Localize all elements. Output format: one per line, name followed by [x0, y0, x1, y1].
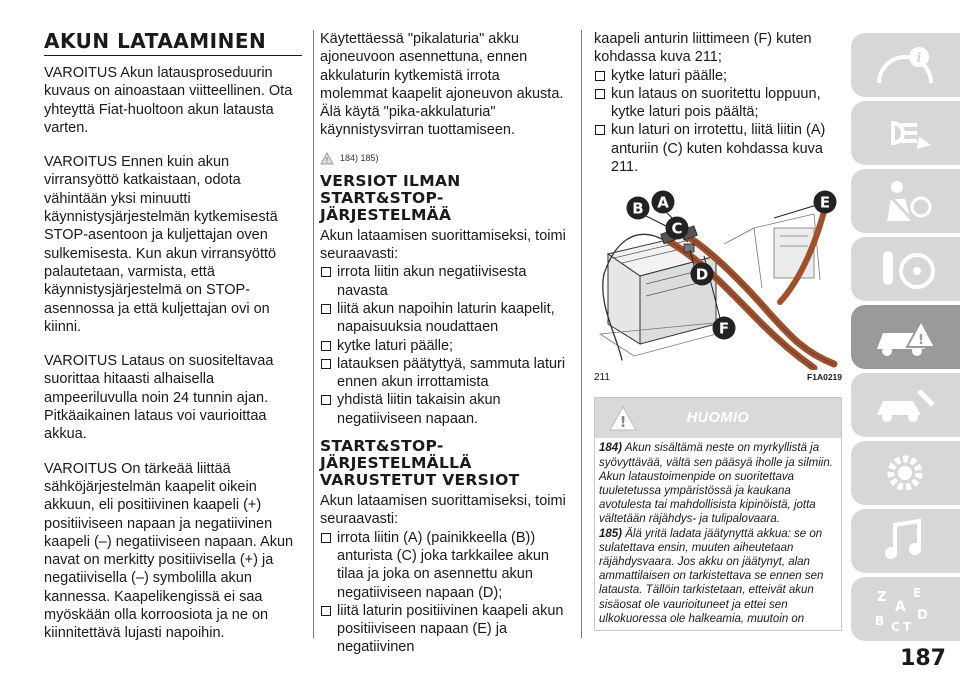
- tab-in-an-emergency[interactable]: [851, 305, 960, 369]
- warning-paragraph-4: VAROITUS On tärkeää liittää sähköjärjestelmän kaapelit oikein akkuun, eli positiivinen kaapeli (+) positiiviseen napaan ja negatiivinen kaapeli (–) negatiiviseen napaan. Akun navat on merkitty positiivisella (+) ja negatiivisella (–) symbolilla akun kannessa. Kaapelikengissä ei saa myöskään olla korroosiota ja ne on kiinnitettävä lujasti napoihin.: [44, 460, 294, 642]
- continued-paragraph: kaapeli anturin liittimeen (F) kuten kohdassa kuva 211;: [594, 31, 812, 66]
- svg-text:E: E: [913, 586, 922, 600]
- list-item: latauksen päätyttyä, sammuta laturi ennen akun irrottamista: [320, 355, 570, 392]
- section-title-start-stop: START&STOP-JÄRJESTELMÄLLÄ VARUSTETUT VERSIOT: [320, 437, 520, 490]
- column-divider: [581, 30, 582, 638]
- caution-item: 184) Akun sisältämä neste on myrkyllistä ja syövyttävää, vältä sen pääsyä iholle ja silmiin. Akun lataustoimenpide on suoritettava tuuletetussa ympäristössä ja kaukana avotulesta tai mahdollisista kipinöistä, jotta vältetään räjähdys- ja tulipalovaara.: [599, 442, 833, 526]
- warning-reference-text: 184) 185): [340, 153, 379, 164]
- tab-starting-driving[interactable]: [851, 237, 960, 301]
- warning-triangle-icon: [320, 152, 334, 165]
- section-intro-1: Akun lataamisen suorittamiseksi, toimi seuraavasti:: [320, 227, 566, 263]
- checkbox-bullet-icon: [595, 71, 605, 81]
- warning-reference: [320, 152, 570, 165]
- svg-text:!: !: [918, 333, 924, 348]
- car-wrench-icon: [873, 381, 939, 429]
- svg-text:Z: Z: [877, 590, 887, 605]
- caution-body: [595, 438, 841, 630]
- figure-number: 211: [594, 372, 610, 384]
- svg-text:A: A: [895, 599, 906, 615]
- svg-text:A: A: [657, 193, 669, 212]
- page-title: AKUN LATAAMINEN: [44, 30, 302, 56]
- checkbox-bullet-icon: [595, 125, 605, 135]
- checkbox-bullet-icon: [321, 341, 331, 351]
- tab-maintenance[interactable]: [851, 373, 960, 437]
- list-item: irrota liitin akun negatiivisesta navasta: [320, 263, 570, 300]
- car-warning-icon: [873, 313, 939, 361]
- tab-multimedia[interactable]: [851, 509, 960, 573]
- column-1: [44, 30, 306, 643]
- svg-text:D: D: [695, 265, 709, 284]
- list-item: kytke laturi päälle;: [320, 337, 570, 355]
- column-3: [594, 30, 848, 631]
- light-icon: [873, 109, 939, 157]
- warning-paragraph-3: VAROITUS Lataus on suositeltavaa suorittaa hitaasti alhaisella ampeeriluvulla noin 24 tunnin ajan. Pitkäaikainen lataus voi vaurioittaa akkua.: [44, 353, 274, 443]
- list-item: kun laturi on irrotettu, liitä liitin (A) anturiin (C) kuten kohdassa kuva 211.: [594, 121, 848, 176]
- callout-label-e: [813, 190, 837, 214]
- svg-text:i: i: [916, 51, 922, 66]
- list-item: kun lataus on suoritettu loppuun, kytke laturi pois päältä;: [594, 85, 848, 122]
- section-intro-2: Akun lataamisen suorittamiseksi, toimi seuraavasti:: [320, 493, 566, 528]
- list-item: yhdistä liitin takaisin akun negatiiviseen napaan.: [320, 391, 570, 428]
- warning-triangle-icon: [609, 406, 637, 431]
- checkbox-bullet-icon: [321, 395, 331, 405]
- tab-instrument-panel[interactable]: [851, 33, 960, 97]
- checkbox-bullet-icon: [321, 359, 331, 369]
- tab-index[interactable]: [851, 577, 960, 641]
- list-item: liitä akun napoihin laturin kaapelit, napaisuuksia noudattaen: [320, 300, 570, 337]
- checkbox-bullet-icon: [321, 304, 331, 314]
- svg-text:F: F: [718, 319, 730, 338]
- tab-lights[interactable]: [851, 101, 960, 165]
- figure-caption: [594, 372, 842, 383]
- caution-header: [595, 398, 841, 438]
- list-item: liitä laturin positiivinen kaapeli akun positiiviseen napaan (E) ja negatiivinen: [320, 602, 570, 657]
- caution-title: HUOMIO: [686, 410, 750, 427]
- warning-paragraph-2: VAROITUS Ennen kuin akun virransyöttö katkaistaan, odota vähintään yksi minuutti käynnistysjärjestelmän kytkemisestä STOP-asentoon ja kuljettajan oven sulkemisesta. Kun akun virransyöttö palautetaan, varmista, että käynnistysjärjestelmä on STOP-asennossa ja että kuljettajan ovi on kiinni.: [44, 154, 278, 335]
- figure-code: F1A0219: [807, 372, 842, 383]
- callout-label-b: [626, 196, 650, 220]
- gear-icon: [873, 449, 939, 497]
- svg-text:!: !: [325, 155, 329, 165]
- warning-paragraph-1: VAROITUS Akun latausproseduurin kuvaus on ainoastaan viitteellinen. Ota yhteyttä Fiat-huoltoon akun latausta varten.: [44, 65, 293, 136]
- svg-text:C: C: [891, 620, 900, 633]
- caution-item: 185) Älä yritä ladata jäätynyttä akkua: se on sulatettava ensin, muuten aiheutetaan räjähdysvaara. Jos akku on jäätynyt, alan ammattilaisen on tarkistettava se ennen sen latausta. Tällöin tarkistetaan, etteivät akun sisäosat ole vaurioituneet ja ettei sen ulkokuoressa ole halkeamia, muutoin on: [599, 527, 824, 625]
- svg-text:B: B: [875, 614, 885, 628]
- key-steering-wheel-icon: [873, 245, 939, 293]
- svg-text:B: B: [632, 199, 644, 218]
- svg-text:!: !: [619, 413, 627, 432]
- tab-safety[interactable]: [851, 169, 960, 233]
- callout-label-c: [665, 216, 689, 240]
- caution-box: [594, 397, 842, 631]
- page-number: 187: [900, 646, 946, 671]
- checkbox-bullet-icon: [321, 267, 331, 277]
- tab-technical-data[interactable]: [851, 441, 960, 505]
- alphabet-index-icon: [873, 585, 939, 633]
- checkbox-bullet-icon: [321, 606, 331, 616]
- seatbelt-icon: [873, 177, 939, 225]
- svg-text:T: T: [903, 620, 912, 633]
- svg-text:D: D: [917, 608, 928, 623]
- checkbox-bullet-icon: [595, 89, 605, 99]
- section-title-no-start-stop: VERSIOT ILMAN START&STOP-JÄRJESTELMÄÄ: [320, 171, 461, 224]
- svg-text:C: C: [671, 219, 683, 238]
- checkbox-bullet-icon: [321, 533, 331, 543]
- dashboard-info-icon: [873, 41, 939, 89]
- callout-label-a: [651, 190, 675, 214]
- column-divider: [313, 30, 314, 638]
- chapter-tab-bar: [851, 33, 960, 643]
- svg-text:E: E: [819, 193, 831, 212]
- callout-label-f: [712, 316, 736, 340]
- column-2: [320, 30, 570, 657]
- callout-label-d: [690, 262, 714, 286]
- list-item: kytke laturi päälle;: [594, 67, 848, 85]
- battery-figure: [594, 184, 844, 370]
- music-note-icon: [873, 517, 939, 565]
- fast-charger-paragraph: Käytettäessä "pikalaturia" akku ajoneuvoon asennettuna, ennen akkulaturin kytkemistä irrota molemmat kaapelit ajoneuvon akusta. Älä käytä "pika-akkulaturia" käynnistysvirran tuottamiseen.: [320, 31, 564, 139]
- list-item: irrota liitin (A) (painikkeella (B)) anturista (C) joka tarkkailee akun tilaa ja joka on asennettu akun negatiiviseen napaan (D);: [320, 529, 570, 602]
